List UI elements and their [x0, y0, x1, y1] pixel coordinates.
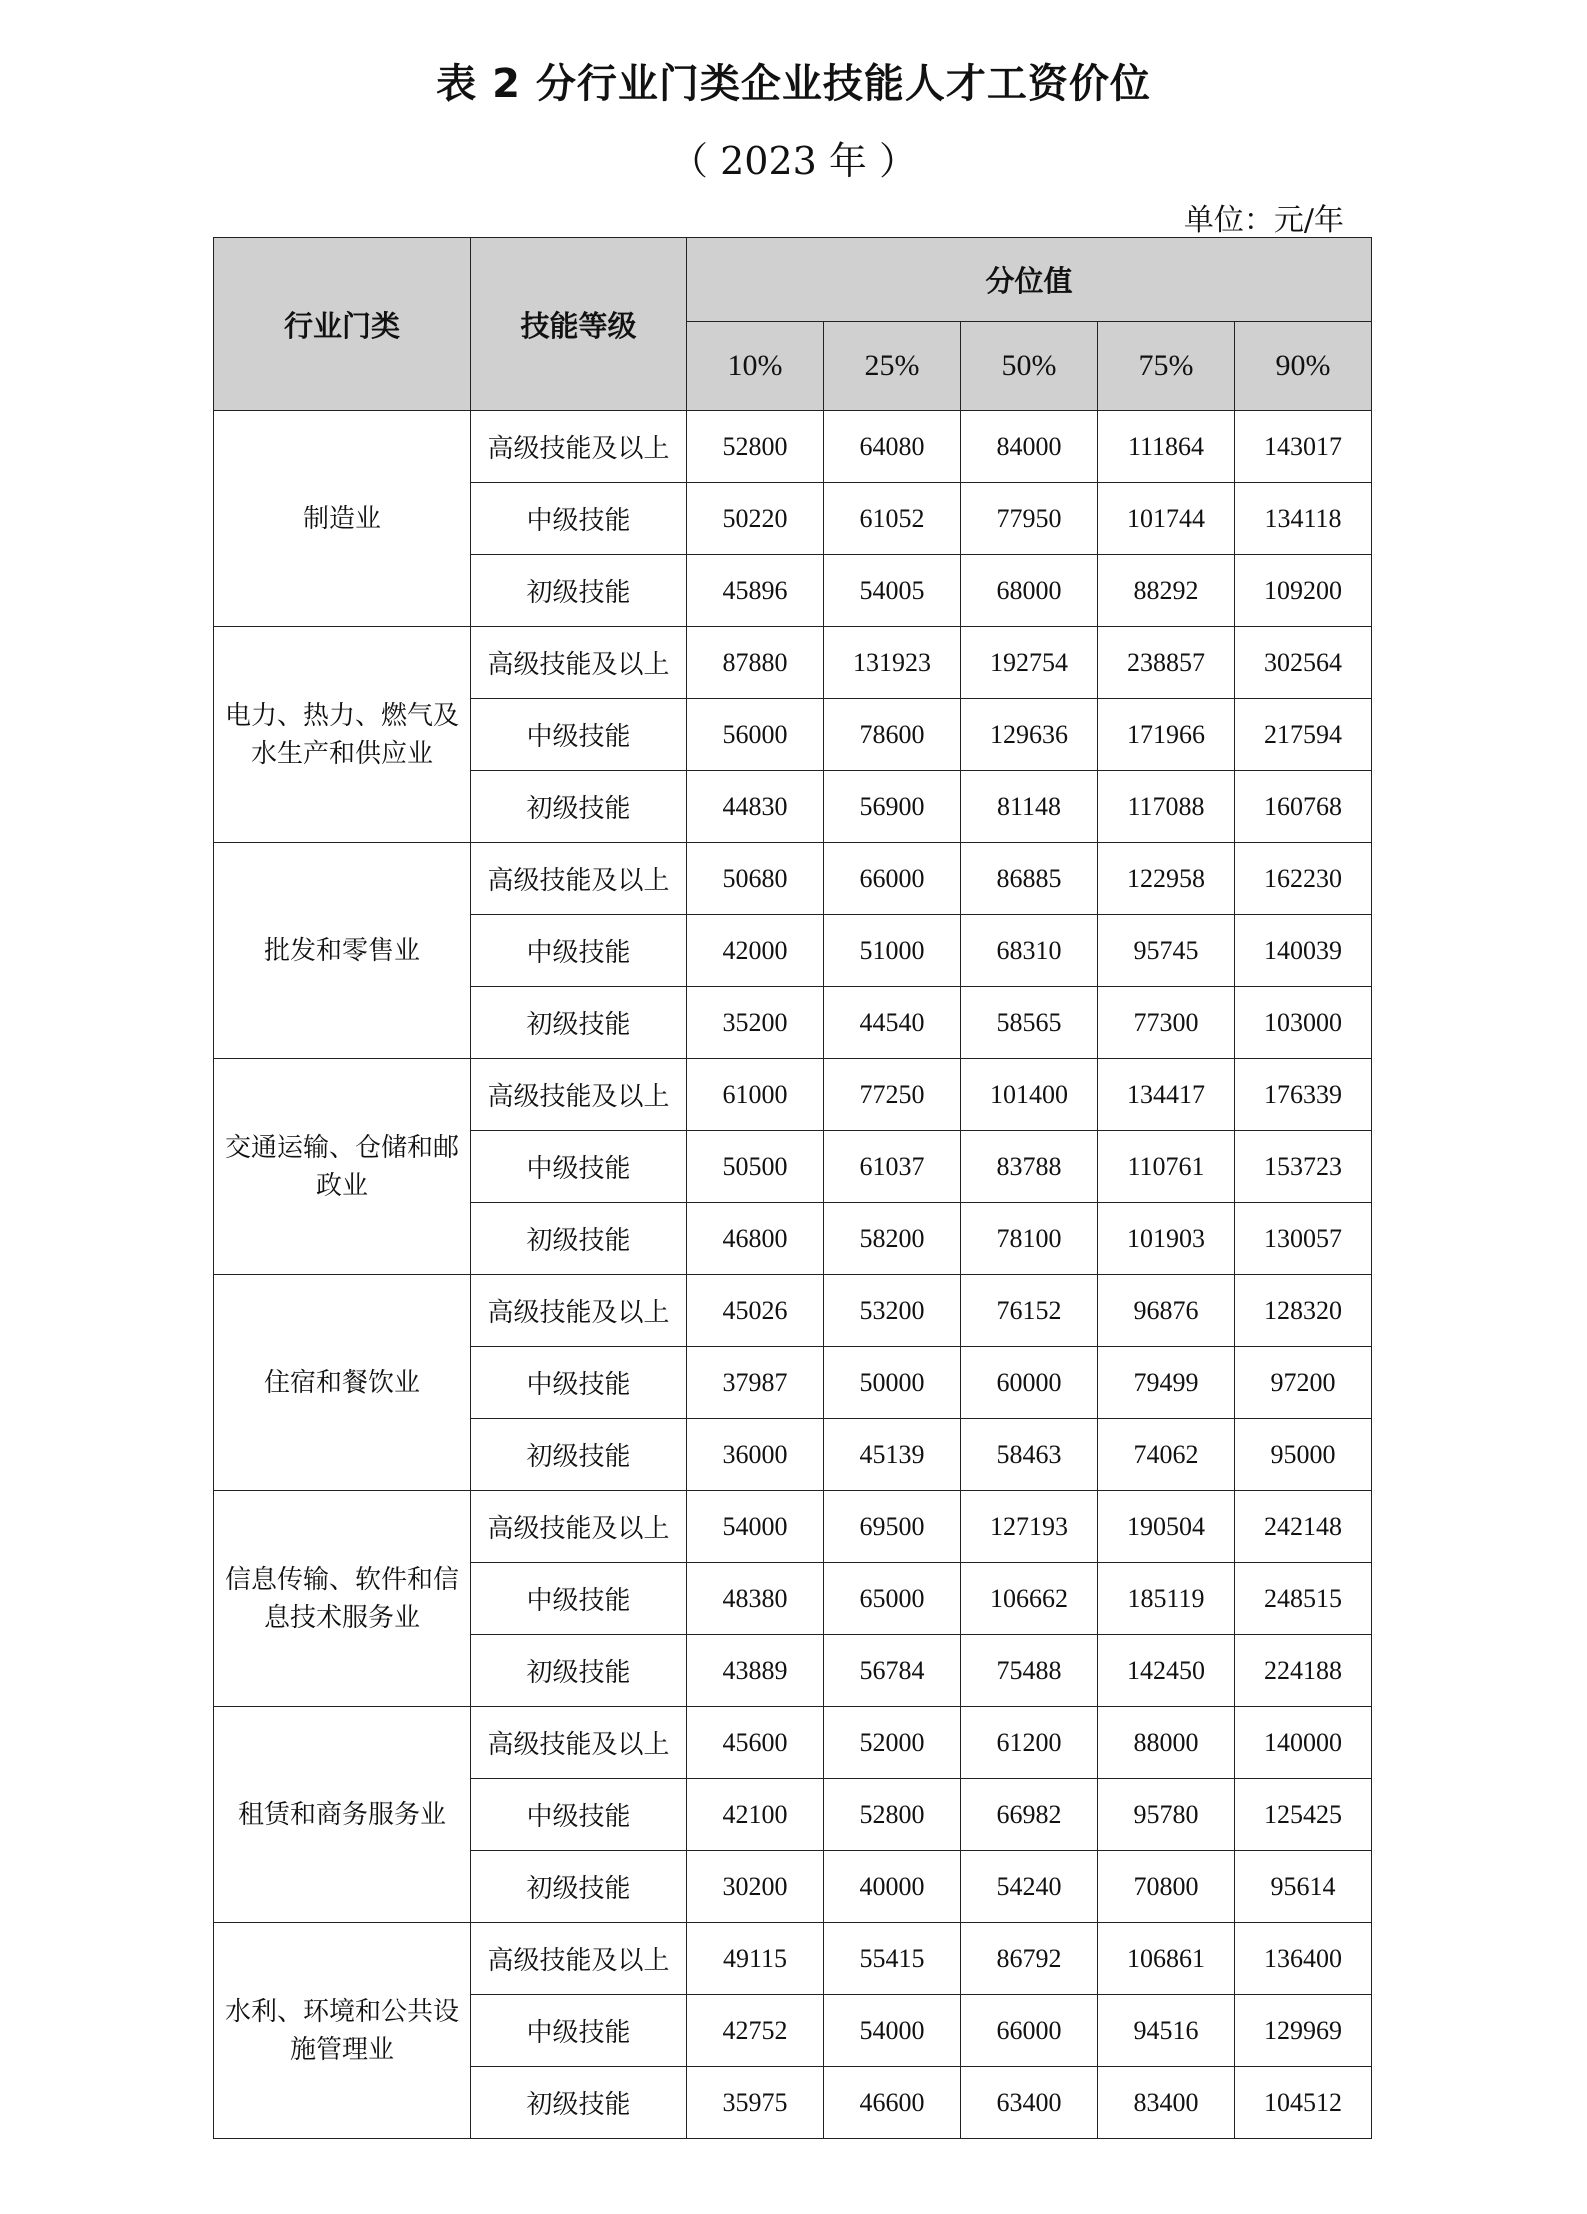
wage-value-cell: 36000 [687, 1419, 824, 1491]
wage-value-cell: 111864 [1098, 411, 1235, 483]
wage-value-cell: 95780 [1098, 1779, 1235, 1851]
wage-value-cell: 83400 [1098, 2067, 1235, 2139]
wage-value-cell: 94516 [1098, 1995, 1235, 2067]
wage-value-cell: 153723 [1235, 1131, 1372, 1203]
wage-value-cell: 52800 [687, 411, 824, 483]
skill-level-cell: 高级技能及以上 [471, 843, 687, 915]
skill-level-cell: 中级技能 [471, 1779, 687, 1851]
skill-level-cell: 初级技能 [471, 1635, 687, 1707]
wage-value-cell: 74062 [1098, 1419, 1235, 1491]
skill-level-cell: 中级技能 [471, 915, 687, 987]
wage-value-cell: 52800 [824, 1779, 961, 1851]
wage-value-cell: 50680 [687, 843, 824, 915]
industry-cell: 批发和零售业 [214, 843, 471, 1059]
wage-value-cell: 61200 [961, 1707, 1098, 1779]
wage-value-cell: 53200 [824, 1275, 961, 1347]
wage-value-cell: 77950 [961, 483, 1098, 555]
unit-label: 单位：元/年 [1183, 203, 1344, 238]
wage-value-cell: 127193 [961, 1491, 1098, 1563]
wage-value-cell: 79499 [1098, 1347, 1235, 1419]
industry-cell: 交通运输、仓储和邮政业 [214, 1059, 471, 1275]
wage-value-cell: 70800 [1098, 1851, 1235, 1923]
skill-level-cell: 高级技能及以上 [471, 1923, 687, 1995]
skill-level-cell: 初级技能 [471, 771, 687, 843]
wage-value-cell: 106662 [961, 1563, 1098, 1635]
header-skill-level: 技能等级 [471, 238, 687, 411]
skill-level-cell: 高级技能及以上 [471, 627, 687, 699]
wage-value-cell: 44540 [824, 987, 961, 1059]
wage-value-cell: 78100 [961, 1203, 1098, 1275]
skill-level-cell: 初级技能 [471, 987, 687, 1059]
skill-level-cell: 初级技能 [471, 1851, 687, 1923]
wage-value-cell: 55415 [824, 1923, 961, 1995]
industry-cell: 水利、环境和公共设施管理业 [214, 1923, 471, 2139]
wage-value-cell: 160768 [1235, 771, 1372, 843]
table-row [214, 1059, 1372, 1131]
wage-value-cell: 45139 [824, 1419, 961, 1491]
industry-cell: 电力、热力、燃气及水生产和供应业 [214, 627, 471, 843]
wage-value-cell: 83788 [961, 1131, 1098, 1203]
wage-value-cell: 95614 [1235, 1851, 1372, 1923]
header-percentile: 25% [824, 322, 961, 411]
wage-value-cell: 75488 [961, 1635, 1098, 1707]
wage-value-cell: 128320 [1235, 1275, 1372, 1347]
industry-cell: 信息传输、软件和信息技术服务业 [214, 1491, 471, 1707]
wage-value-cell: 87880 [687, 627, 824, 699]
header-industry: 行业门类 [214, 238, 471, 411]
table-row [214, 627, 1372, 699]
wage-value-cell: 110761 [1098, 1131, 1235, 1203]
wage-value-cell: 140039 [1235, 915, 1372, 987]
wage-value-cell: 97200 [1235, 1347, 1372, 1419]
wage-value-cell: 40000 [824, 1851, 961, 1923]
wage-value-cell: 58463 [961, 1419, 1098, 1491]
wage-value-cell: 43889 [687, 1635, 824, 1707]
wage-value-cell: 66000 [824, 843, 961, 915]
wage-value-cell: 192754 [961, 627, 1098, 699]
table-row [214, 1275, 1372, 1347]
wage-value-cell: 52000 [824, 1707, 961, 1779]
wage-value-cell: 302564 [1235, 627, 1372, 699]
wage-value-cell: 44830 [687, 771, 824, 843]
wage-value-cell: 66982 [961, 1779, 1098, 1851]
wage-value-cell: 42752 [687, 1995, 824, 2067]
skill-level-cell: 中级技能 [471, 1995, 687, 2067]
industry-cell: 住宿和餐饮业 [214, 1275, 471, 1491]
wage-value-cell: 81148 [961, 771, 1098, 843]
table-row [214, 1491, 1372, 1563]
wage-value-cell: 88000 [1098, 1707, 1235, 1779]
wage-value-cell: 35200 [687, 987, 824, 1059]
wage-value-cell: 46800 [687, 1203, 824, 1275]
wage-value-cell: 37987 [687, 1347, 824, 1419]
wage-value-cell: 248515 [1235, 1563, 1372, 1635]
wage-value-cell: 242148 [1235, 1491, 1372, 1563]
wage-value-cell: 54000 [687, 1491, 824, 1563]
wage-value-cell: 45896 [687, 555, 824, 627]
wage-value-cell: 56000 [687, 699, 824, 771]
wage-table [213, 237, 1372, 2139]
wage-value-cell: 86885 [961, 843, 1098, 915]
skill-level-cell: 初级技能 [471, 1203, 687, 1275]
table-row [214, 1923, 1372, 1995]
skill-level-cell: 初级技能 [471, 2067, 687, 2139]
skill-level-cell: 高级技能及以上 [471, 1059, 687, 1131]
wage-value-cell: 61052 [824, 483, 961, 555]
wage-value-cell: 96876 [1098, 1275, 1235, 1347]
industry-cell: 租赁和商务服务业 [214, 1707, 471, 1923]
wage-value-cell: 45026 [687, 1275, 824, 1347]
wage-value-cell: 61000 [687, 1059, 824, 1131]
table-row [214, 843, 1372, 915]
wage-value-cell: 143017 [1235, 411, 1372, 483]
wage-value-cell: 35975 [687, 2067, 824, 2139]
wage-value-cell: 238857 [1098, 627, 1235, 699]
wage-value-cell: 131923 [824, 627, 961, 699]
skill-level-cell: 中级技能 [471, 1563, 687, 1635]
table-header [214, 238, 1372, 411]
skill-level-cell: 高级技能及以上 [471, 1491, 687, 1563]
wage-value-cell: 101400 [961, 1059, 1098, 1131]
wage-value-cell: 129636 [961, 699, 1098, 771]
header-quantile: 分位值 [687, 238, 1372, 322]
wage-value-cell: 104512 [1235, 2067, 1372, 2139]
wage-value-cell: 68310 [961, 915, 1098, 987]
wage-value-cell: 63400 [961, 2067, 1098, 2139]
wage-value-cell: 68000 [961, 555, 1098, 627]
wage-value-cell: 140000 [1235, 1707, 1372, 1779]
wage-value-cell: 106861 [1098, 1923, 1235, 1995]
skill-level-cell: 初级技能 [471, 555, 687, 627]
wage-value-cell: 54000 [824, 1995, 961, 2067]
skill-level-cell: 高级技能及以上 [471, 1275, 687, 1347]
wage-value-cell: 162230 [1235, 843, 1372, 915]
wage-value-cell: 134118 [1235, 483, 1372, 555]
skill-level-cell: 初级技能 [471, 1419, 687, 1491]
wage-value-cell: 101903 [1098, 1203, 1235, 1275]
wage-value-cell: 84000 [961, 411, 1098, 483]
wage-value-cell: 30200 [687, 1851, 824, 1923]
wage-value-cell: 77250 [824, 1059, 961, 1131]
wage-value-cell: 49115 [687, 1923, 824, 1995]
wage-value-cell: 64080 [824, 411, 961, 483]
wage-value-cell: 130057 [1235, 1203, 1372, 1275]
wage-value-cell: 54240 [961, 1851, 1098, 1923]
wage-value-cell: 50000 [824, 1347, 961, 1419]
wage-value-cell: 101744 [1098, 483, 1235, 555]
wage-value-cell: 56784 [824, 1635, 961, 1707]
wage-value-cell: 60000 [961, 1347, 1098, 1419]
wage-value-cell: 176339 [1235, 1059, 1372, 1131]
header-percentile: 75% [1098, 322, 1235, 411]
wage-value-cell: 46600 [824, 2067, 961, 2139]
skill-level-cell: 高级技能及以上 [471, 1707, 687, 1779]
skill-level-cell: 中级技能 [471, 1347, 687, 1419]
wage-value-cell: 65000 [824, 1563, 961, 1635]
industry-cell: 制造业 [214, 411, 471, 627]
wage-value-cell: 77300 [1098, 987, 1235, 1059]
wage-value-cell: 122958 [1098, 843, 1235, 915]
table-row [214, 411, 1372, 483]
wage-value-cell: 50220 [687, 483, 824, 555]
wage-value-cell: 103000 [1235, 987, 1372, 1059]
table-row [214, 1707, 1372, 1779]
wage-value-cell: 109200 [1235, 555, 1372, 627]
wage-value-cell: 129969 [1235, 1995, 1372, 2067]
header-percentile: 10% [687, 322, 824, 411]
wage-value-cell: 190504 [1098, 1491, 1235, 1563]
header-percentile: 90% [1235, 322, 1372, 411]
wage-value-cell: 58200 [824, 1203, 961, 1275]
skill-level-cell: 中级技能 [471, 483, 687, 555]
wage-value-cell: 95000 [1235, 1419, 1372, 1491]
page-subtitle: （ 2023 年 ） [670, 139, 917, 183]
table-body [214, 411, 1372, 2139]
wage-value-cell: 54005 [824, 555, 961, 627]
skill-level-cell: 中级技能 [471, 699, 687, 771]
wage-value-cell: 42100 [687, 1779, 824, 1851]
wage-value-cell: 50500 [687, 1131, 824, 1203]
wage-value-cell: 142450 [1098, 1635, 1235, 1707]
skill-level-cell: 高级技能及以上 [471, 411, 687, 483]
wage-value-cell: 58565 [961, 987, 1098, 1059]
wage-value-cell: 134417 [1098, 1059, 1235, 1131]
wage-value-cell: 69500 [824, 1491, 961, 1563]
header-percentile: 50% [961, 322, 1098, 411]
page-title: 表 2 分行业门类企业技能人才工资价位 [436, 61, 1151, 107]
wage-value-cell: 117088 [1098, 771, 1235, 843]
wage-value-cell: 185119 [1098, 1563, 1235, 1635]
wage-value-cell: 61037 [824, 1131, 961, 1203]
wage-value-cell: 76152 [961, 1275, 1098, 1347]
wage-value-cell: 42000 [687, 915, 824, 987]
skill-level-cell: 中级技能 [471, 1131, 687, 1203]
wage-value-cell: 66000 [961, 1995, 1098, 2067]
wage-value-cell: 56900 [824, 771, 961, 843]
wage-value-cell: 51000 [824, 915, 961, 987]
wage-value-cell: 88292 [1098, 555, 1235, 627]
wage-value-cell: 171966 [1098, 699, 1235, 771]
wage-value-cell: 224188 [1235, 1635, 1372, 1707]
wage-value-cell: 86792 [961, 1923, 1098, 1995]
wage-value-cell: 125425 [1235, 1779, 1372, 1851]
wage-value-cell: 78600 [824, 699, 961, 771]
wage-value-cell: 45600 [687, 1707, 824, 1779]
wage-value-cell: 95745 [1098, 915, 1235, 987]
wage-value-cell: 48380 [687, 1563, 824, 1635]
wage-value-cell: 217594 [1235, 699, 1372, 771]
wage-value-cell: 136400 [1235, 1923, 1372, 1995]
